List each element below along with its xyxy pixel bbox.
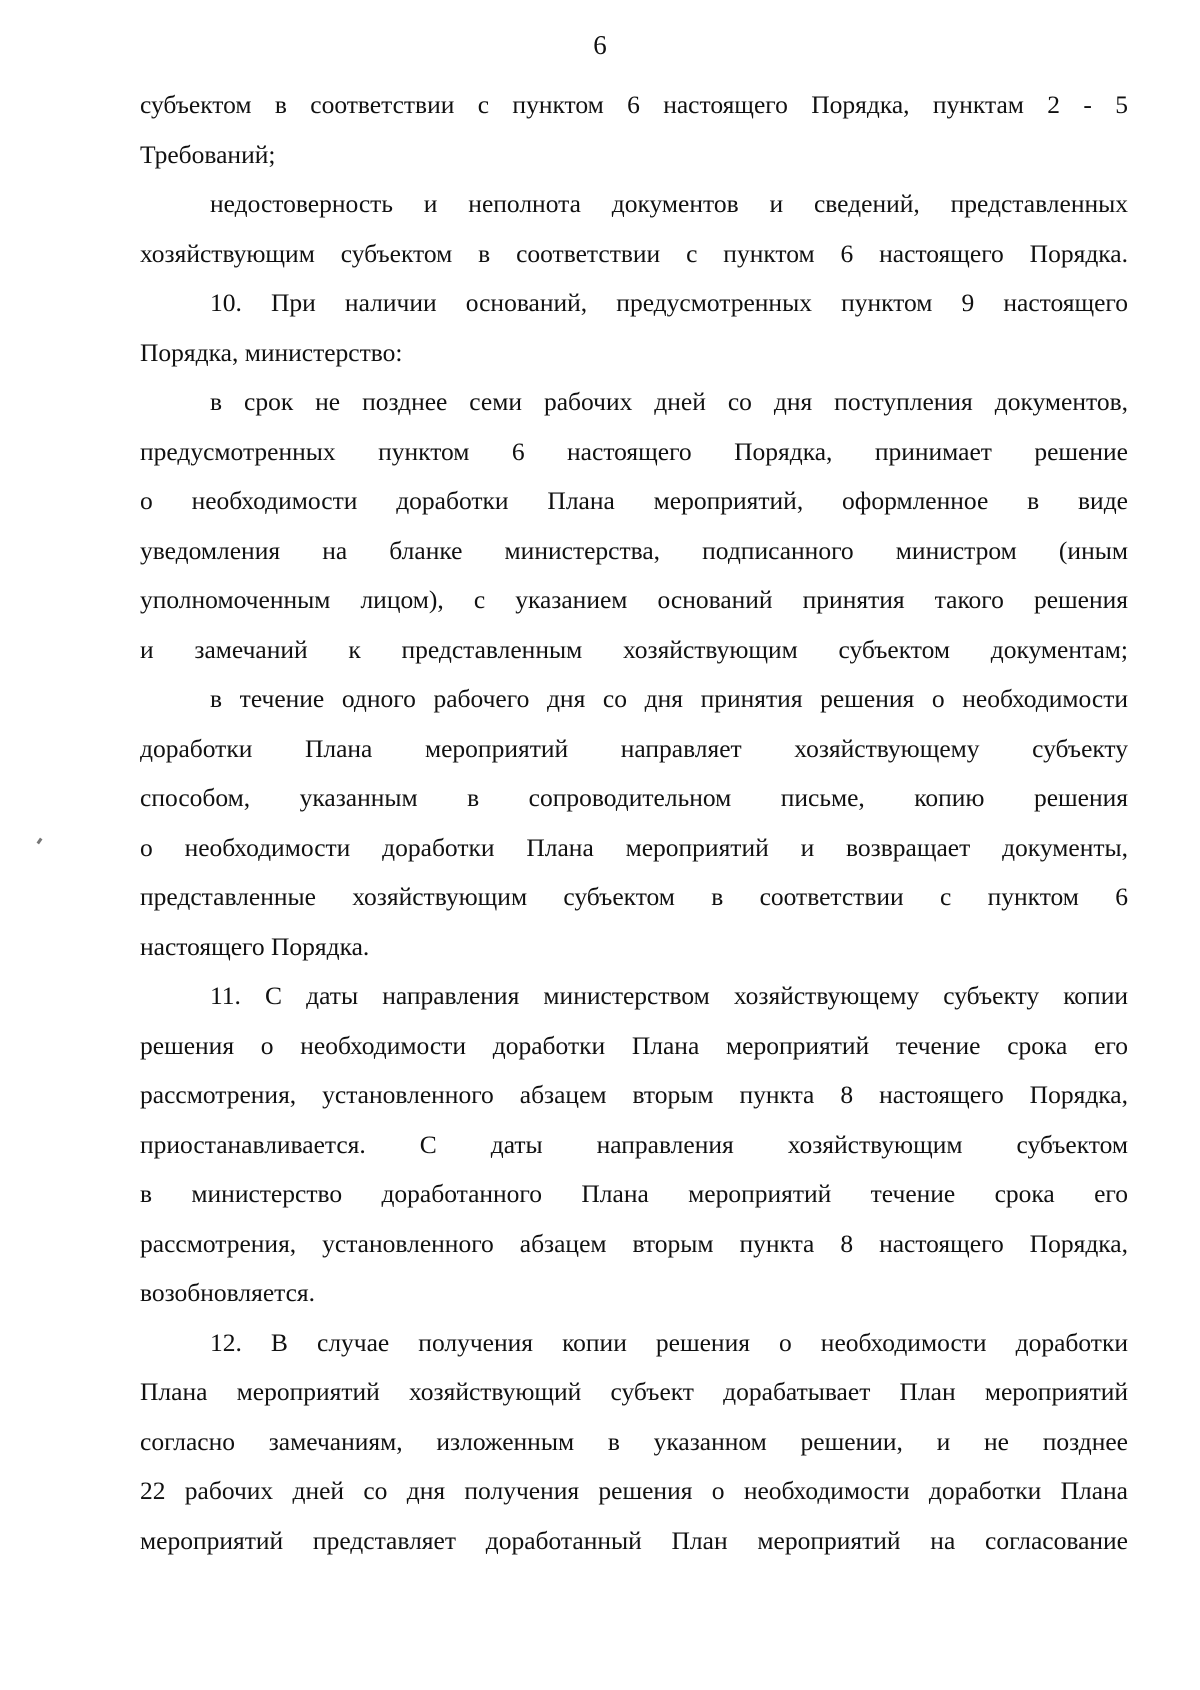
text-line: о необходимости доработки Плана мероприятий и возвращает документы, (140, 832, 1128, 862)
text-line: 22 рабочих дней со дня получения решения о необходимости доработки Плана (140, 1476, 1128, 1505)
text-line: 11. С даты направления министерством хозяйствующему субъекту копии (210, 981, 1128, 1010)
document-body (140, 80, 1128, 1565)
text-line: Требований; (140, 139, 276, 169)
text-line: уведомления на бланке министерства, подписанного министром (иным (140, 535, 1128, 565)
scan-speck (37, 838, 43, 845)
text-line: представленные хозяйствующим субъектом в соответствии с пунктом 6 (140, 882, 1128, 911)
text-line: доработки Плана мероприятий направляет хозяйствующему субъекту (140, 733, 1128, 763)
text-line: настоящего Порядка. (140, 931, 370, 961)
text-line: в срок не позднее семи рабочих дней со дня поступления документов, (210, 387, 1128, 416)
text-line: предусмотренных пунктом 6 настоящего Порядка, принимает решение (140, 436, 1128, 466)
text-line: хозяйствующим субъектом в соответствии с пунктом 6 настоящего Порядка. (140, 238, 1128, 268)
text-line: решения о необходимости доработки Плана мероприятий течение срока его (140, 1030, 1128, 1060)
text-line: 12. В случае получения копии решения о необходимости доработки (210, 1327, 1128, 1357)
page-number: 6 (593, 30, 607, 60)
text-line: согласно замечаниям, изложенным в указанном решении, и не позднее (140, 1426, 1128, 1456)
text-line: уполномоченным лицом), с указанием оснований принятия такого решения (140, 585, 1128, 614)
text-line: рассмотрения, установленного абзацем вторым пункта 8 настоящего Порядка, (140, 1080, 1128, 1109)
text-line: субъектом в соответствии с пунктом 6 настоящего Порядка, пунктам 2 - 5 (140, 90, 1128, 119)
text-line: о необходимости доработки Плана мероприятий, оформленное в виде (140, 486, 1128, 515)
text-line: в министерство доработанного Плана мероприятий течение срока его (140, 1179, 1128, 1208)
text-line: возобновляется. (140, 1278, 316, 1307)
text-line: Плана мероприятий хозяйствующий субъект дорабатывает План мероприятий (140, 1377, 1128, 1406)
text-line: мероприятий представляет доработанный План мероприятий на согласование (140, 1525, 1128, 1555)
text-line: способом, указанным в сопроводительном письме, копию решения (140, 783, 1128, 812)
text-line: приостанавливается. С даты направления хозяйствующим субъектом (140, 1129, 1128, 1159)
text-line: 10. При наличии оснований, предусмотренных пунктом 9 настоящего (210, 288, 1128, 317)
text-line: рассмотрения, установленного абзацем вторым пункта 8 настоящего Порядка, (140, 1228, 1128, 1258)
text-line: в течение одного рабочего дня со дня принятия решения о необходимости (210, 684, 1128, 713)
text-line: и замечаний к представленным хозяйствующим субъектом документам; (140, 634, 1128, 664)
text-line: недостоверность и неполнота документов и сведений, представленных (210, 189, 1128, 218)
text-line: Порядка, министерство: (140, 337, 403, 367)
